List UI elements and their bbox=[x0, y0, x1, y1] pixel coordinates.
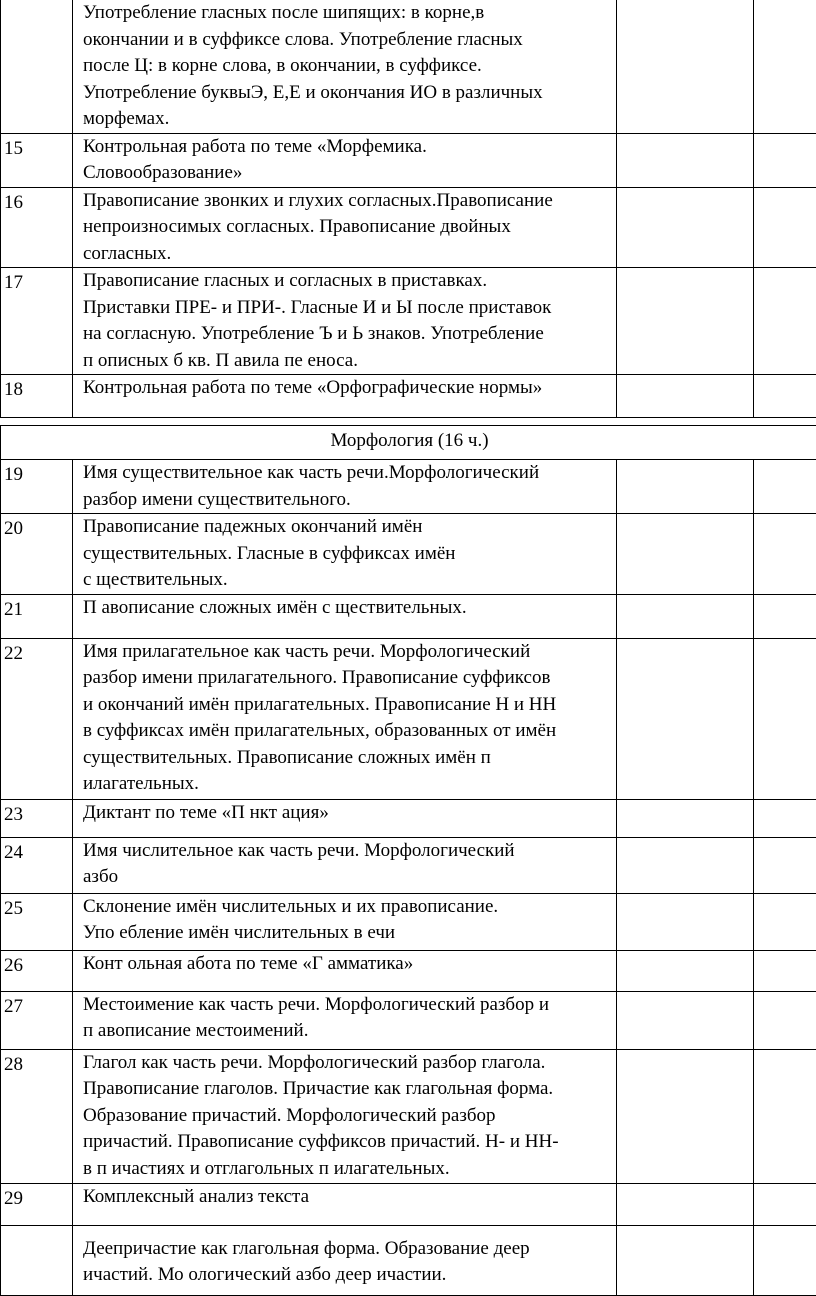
lesson-number: 15 bbox=[1, 133, 73, 187]
date-cell bbox=[617, 950, 754, 991]
note-cell bbox=[754, 0, 816, 133]
date-cell bbox=[617, 991, 754, 1049]
date-cell bbox=[617, 638, 754, 799]
lesson-topic: Правописание гласных и согласных в приставках. Приставки ПРЕ- и ПРИ-. Гласные И и Ы после приставок на согласную. Употребление Ъ и Ь знаков. Употребление п описных б кв. П авила пе еноса. bbox=[73, 268, 617, 375]
date-cell bbox=[617, 375, 754, 418]
lesson-topic: Деепричастие как глагольная форма. Образование деep ичастий. Мо ологический азбо деep ичастии. bbox=[73, 1225, 617, 1295]
table-row bbox=[1, 268, 816, 375]
lesson-topic: П авописание сложных имён с ществительных. bbox=[73, 594, 617, 638]
lesson-topic: Склонение имён числительных и их правописание. Упо ебление имён числительных в ечи bbox=[73, 893, 617, 950]
note-cell bbox=[754, 460, 816, 514]
table-row bbox=[1, 1183, 816, 1225]
lesson-topic: Контрольная работа по теме «Морфемика. Словообразование» bbox=[73, 133, 617, 187]
note-cell bbox=[754, 514, 816, 595]
lesson-topic: Контрольная работа по теме «Орфографические нормы» bbox=[73, 375, 617, 418]
table-row bbox=[1, 799, 816, 837]
date-cell bbox=[617, 133, 754, 187]
note-cell bbox=[754, 375, 816, 418]
lesson-number bbox=[1, 1225, 73, 1295]
table-row bbox=[1, 638, 816, 799]
note-cell bbox=[754, 1049, 816, 1183]
lesson-number bbox=[1, 0, 73, 133]
lesson-number: 20 bbox=[1, 514, 73, 595]
note-cell bbox=[754, 799, 816, 837]
date-cell bbox=[617, 460, 754, 514]
date-cell bbox=[617, 187, 754, 268]
table-row bbox=[1, 893, 816, 950]
section-heading: Морфология (16 ч.) bbox=[1, 426, 816, 460]
note-cell bbox=[754, 991, 816, 1049]
table-row bbox=[1, 460, 816, 514]
lesson-number: 25 bbox=[1, 893, 73, 950]
lesson-number: 18 bbox=[1, 375, 73, 418]
lesson-number: 17 bbox=[1, 268, 73, 375]
lesson-topic: Местоимение как часть речи. Морфологический разбор и п авописание местоимений. bbox=[73, 991, 617, 1049]
note-cell bbox=[754, 638, 816, 799]
lesson-topic: Имя существительное как часть речи.Морфологический разбор имени существительного. bbox=[73, 460, 617, 514]
note-cell bbox=[754, 837, 816, 893]
note-cell bbox=[754, 594, 816, 638]
table-row bbox=[1, 991, 816, 1049]
lesson-topic: Правописание падежных окончаний имён существительных. Гласные в суффиксах имён с ществительных. bbox=[73, 514, 617, 595]
lesson-topic: Конт ольная абота по теме «Г амматика» bbox=[73, 950, 617, 991]
lesson-number: 28 bbox=[1, 1049, 73, 1183]
note-cell bbox=[754, 268, 816, 375]
lesson-topic: Употребление гласных после шипящих: в корне,в окончании и в суффиксе слова. Употребление гласных после Ц: в корне слова, в окончании, в суффиксе. Употребление буквыЭ, Е,Е и окончания ИО в различных морфемах. bbox=[73, 0, 617, 133]
lesson-number: 29 bbox=[1, 1183, 73, 1225]
lesson-topic: Комплексный анализ текста bbox=[73, 1183, 617, 1225]
table-row bbox=[1, 837, 816, 893]
date-cell bbox=[617, 268, 754, 375]
lesson-number: 21 bbox=[1, 594, 73, 638]
note-cell bbox=[754, 1183, 816, 1225]
note-cell bbox=[754, 133, 816, 187]
section-heading-row bbox=[1, 426, 816, 460]
lesson-topic: Имя числительное как часть речи. Морфологический азбо bbox=[73, 837, 617, 893]
date-cell bbox=[617, 837, 754, 893]
date-cell bbox=[617, 514, 754, 595]
table-row bbox=[1, 594, 816, 638]
table-row bbox=[1, 0, 816, 133]
lesson-table-orthography bbox=[0, 0, 816, 418]
date-cell bbox=[617, 893, 754, 950]
date-cell bbox=[617, 1049, 754, 1183]
date-cell bbox=[617, 799, 754, 837]
lesson-table-morphology bbox=[0, 425, 816, 1296]
table-row bbox=[1, 514, 816, 595]
lesson-number: 27 bbox=[1, 991, 73, 1049]
lesson-topic: Глагол как часть речи. Морфологический разбор глагола. Правописание глаголов. Причастие как глагольная форма. Образование причастий. Морфологический разбор причастий. Правописание суффиксов причастий. Н- и НН- в п ичастиях и отглагольных п илагательных. bbox=[73, 1049, 617, 1183]
note-cell bbox=[754, 1225, 816, 1295]
lesson-topic: Правописание звонких и глухих согласных.Правописание непроизносимых согласных. Правописание двойных согласных. bbox=[73, 187, 617, 268]
date-cell bbox=[617, 1225, 754, 1295]
note-cell bbox=[754, 187, 816, 268]
table-row bbox=[1, 133, 816, 187]
lesson-number: 23 bbox=[1, 799, 73, 837]
table-row bbox=[1, 1225, 816, 1295]
table-row bbox=[1, 375, 816, 418]
lesson-number: 26 bbox=[1, 950, 73, 991]
lesson-topic: Диктант по теме «П нкт ация» bbox=[73, 799, 617, 837]
lesson-number: 16 bbox=[1, 187, 73, 268]
note-cell bbox=[754, 893, 816, 950]
lesson-number: 24 bbox=[1, 837, 73, 893]
note-cell bbox=[754, 950, 816, 991]
date-cell bbox=[617, 0, 754, 133]
table-row bbox=[1, 950, 816, 991]
table-row bbox=[1, 1049, 816, 1183]
date-cell bbox=[617, 594, 754, 638]
lesson-topic: Имя прилагательное как часть речи. Морфологический разбор имени прилагательного. Правописание суффиксов и окончаний имён прилагательных. Правописание Н и НН в суффиксах имён прилагательных, образованных от имён существительных. Правописание сложных имён п илагательных. bbox=[73, 638, 617, 799]
table-row bbox=[1, 187, 816, 268]
lesson-number: 22 bbox=[1, 638, 73, 799]
lesson-number: 19 bbox=[1, 460, 73, 514]
date-cell bbox=[617, 1183, 754, 1225]
